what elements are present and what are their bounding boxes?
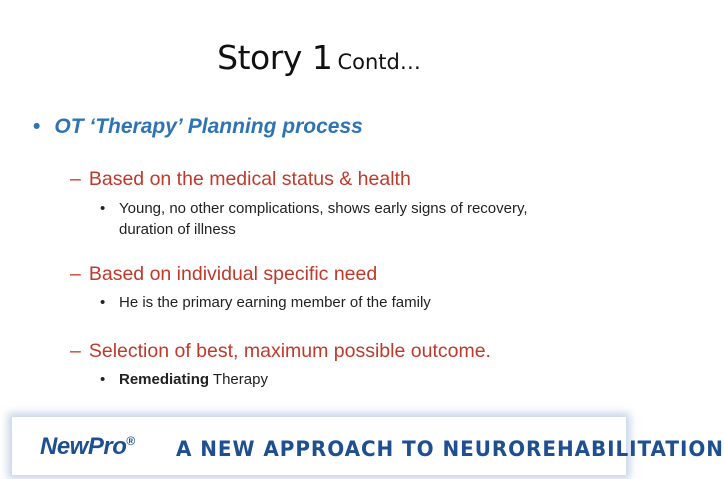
dash-icon: – <box>70 263 81 285</box>
level3-rest-text: Therapy <box>209 371 268 388</box>
slide-title <box>0 38 638 77</box>
footer-tagline: A NEW APPROACH TO NEUROREHABILITATION <box>176 437 724 461</box>
level2-text: Based on individual specific need <box>88 263 378 285</box>
level3-item-earning-member <box>100 292 559 313</box>
bullet-icon: • <box>100 294 106 311</box>
level3-text: He is the primary earning member of the family <box>119 294 431 311</box>
registered-mark: ® <box>126 434 135 448</box>
slide-title-suffix: Contd… <box>337 50 421 74</box>
level2-item-best-outcome <box>70 340 491 363</box>
level1-text: OT ‘Therapy’ Planning process <box>54 115 363 138</box>
level2-item-medical-status <box>70 168 411 191</box>
dash-icon: – <box>70 340 81 362</box>
level3-text: Young, no other complications, shows early signs of recovery, duration of illness <box>119 200 528 238</box>
level3-text <box>100 369 559 390</box>
level3-item-remediating <box>100 369 559 390</box>
level3-item-young <box>100 198 559 240</box>
level3-bold-text: Remediating <box>119 371 210 388</box>
bullet-icon: • <box>100 200 106 217</box>
bullet-icon: • <box>100 371 106 388</box>
dash-icon: – <box>70 168 81 190</box>
bullet-icon: • <box>33 115 41 138</box>
level2-item-specific-need <box>70 263 377 286</box>
level2-text: Selection of best, maximum possible outcome. <box>88 340 491 362</box>
slide-title-main: Story 1 <box>217 38 333 77</box>
logo-text: NewPro <box>40 433 127 460</box>
level1-bullet-item <box>33 115 363 139</box>
newpro-logo <box>40 433 135 461</box>
level2-text: Based on the medical status & health <box>88 168 411 190</box>
